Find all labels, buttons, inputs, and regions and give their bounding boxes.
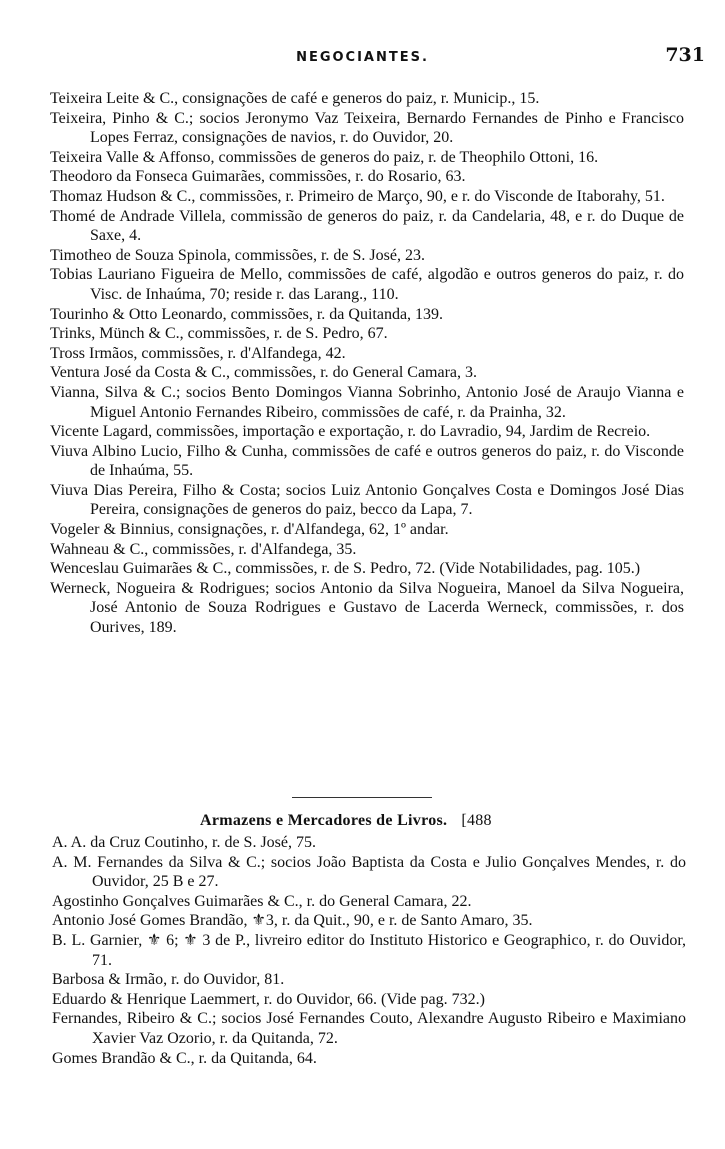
list-item: Vogeler & Binnius, consignações, r. d'Alfandega, 62, 1º andar.: [50, 521, 449, 539]
list-item: Viuva Dias Pereira, Filho & Costa; socios Luiz Antonio Gonçalves Costa e Domingos José Dias Pereira, consignações de generos do paiz, becco da Lapa, 7.: [50, 481, 684, 519]
list-item: Thomé de Andrade Villela, commissão de generos do paiz, r. da Candelaria, 48, e r. do Duque de Saxe, 4.: [50, 207, 684, 245]
list-item: Timotheo de Souza Spinola, commissões, r. de S. José, 23.: [50, 246, 425, 264]
list-item: Teixeira Valle & Affonso, commissões de generos do paiz, r. de Theophilo Ottoni, 16.: [50, 148, 599, 166]
list-item: Viuva Albino Lucio, Filho & Cunha, commissões de café e outros generos do paiz, r. do Visconde de Inhaúma, 55.: [50, 442, 684, 480]
list-item: A. M. Fernandes da Silva & C.; socios João Baptista da Costa e Julio Gonçalves Mendes, r. do Ouvidor, 25 B e 27.: [52, 853, 686, 891]
list-item: Tobias Lauriano Figueira de Mello, commissões de café, algodão e outros generos do paiz, r. do Visc. de Inhaúma, 70; reside r. das Larang., 110.: [50, 266, 684, 303]
list-item: Eduardo & Henrique Laemmert, r. do Ouvidor, 66. (Vide pag. 732.): [52, 990, 485, 1008]
running-head: NEGOCIANTES.: [296, 50, 429, 65]
page-header: [0, 38, 725, 78]
section-divider: [292, 797, 432, 798]
list-item: Vianna, Silva & C.; socios Bento Domingos Vianna Sobrinho, Antonio José de Araujo Vianna e Miguel Antonio Fernandes Ribeiro, commissões de café, r. da Prainha, 32.: [50, 383, 684, 421]
list-item: A. A. da Cruz Coutinho, r. de S. José, 75.: [52, 834, 316, 851]
page-number: 731: [665, 44, 705, 66]
section-reference: [488: [461, 812, 492, 829]
livreiros-list: [52, 833, 686, 1068]
list-item: Tross Irmãos, commissões, r. d'Alfandega, 42.: [50, 344, 346, 362]
list-item: Barbosa & Irmão, r. do Ouvidor, 81.: [52, 971, 285, 989]
list-item: Gomes Brandão & C., r. da Quitanda, 64.: [52, 1049, 317, 1067]
list-item: Vicente Lagard, commissões, importação e exportação, r. do Lavradio, 94, Jardim de Recreio.: [50, 423, 651, 441]
list-item: Thomaz Hudson & C., commissões, r. Primeiro de Março, 90, e r. do Visconde de Itaborahy, 51.: [50, 187, 665, 205]
list-item: Agostinho Gonçalves Guimarães & C., r. do General Camara, 22.: [52, 892, 472, 910]
section-title: Armazens e Mercadores de Livros.: [200, 812, 448, 829]
list-item: Teixeira Leite & C., consignações de café e generos do paiz, r. Municip., 15.: [50, 90, 540, 107]
list-item: Trinks, Münch & C., commissões, r. de S. Pedro, 67.: [50, 325, 388, 343]
list-item: Ventura José da Costa & C., commissões, r. do General Camara, 3.: [50, 364, 478, 382]
list-item: Antonio José Gomes Brandão, ⚜3, r. da Quit., 90, e r. de Santo Amaro, 35.: [52, 912, 533, 930]
list-item: Teixeira, Pinho & C.; socios Jeronymo Vaz Teixeira, Bernardo Fernandes de Pinho e Francisco Lopes Ferraz, consignações de navios, r. do Ouvidor, 20.: [50, 109, 684, 147]
list-item: Werneck, Nogueira & Rodrigues; socios Antonio da Silva Nogueira, Manoel da Silva Nogueira, José Antonio de Souza Rodrigues e Gustavo de Lacerda Werneck, commissões, r. dos Ourives, 189.: [50, 579, 684, 637]
list-item: Fernandes, Ribeiro & C.; socios José Fernandes Couto, Alexandre Augusto Ribeiro e Maximiano Xavier Vaz Ozorio, r. da Quitanda, 72.: [52, 1010, 686, 1047]
section-heading: [200, 812, 492, 830]
list-item: B. L. Garnier, ⚜ 6; ⚜ 3 de P., livreiro editor do Instituto Historico e Geographico, r. do Ouvidor, 71.: [52, 931, 686, 969]
negociantes-list: [50, 89, 684, 638]
list-item: Tourinho & Otto Leonardo, commissões, r. da Quitanda, 139.: [50, 305, 444, 323]
list-item: Wahneau & C., commissões, r. d'Alfandega, 35.: [50, 540, 357, 558]
list-item: Theodoro da Fonseca Guimarães, commissões, r. do Rosario, 63.: [50, 168, 466, 186]
list-item: Wenceslau Guimarães & C., commissões, r. de S. Pedro, 72. (Vide Notabilidades, pag. 105.): [50, 560, 641, 578]
